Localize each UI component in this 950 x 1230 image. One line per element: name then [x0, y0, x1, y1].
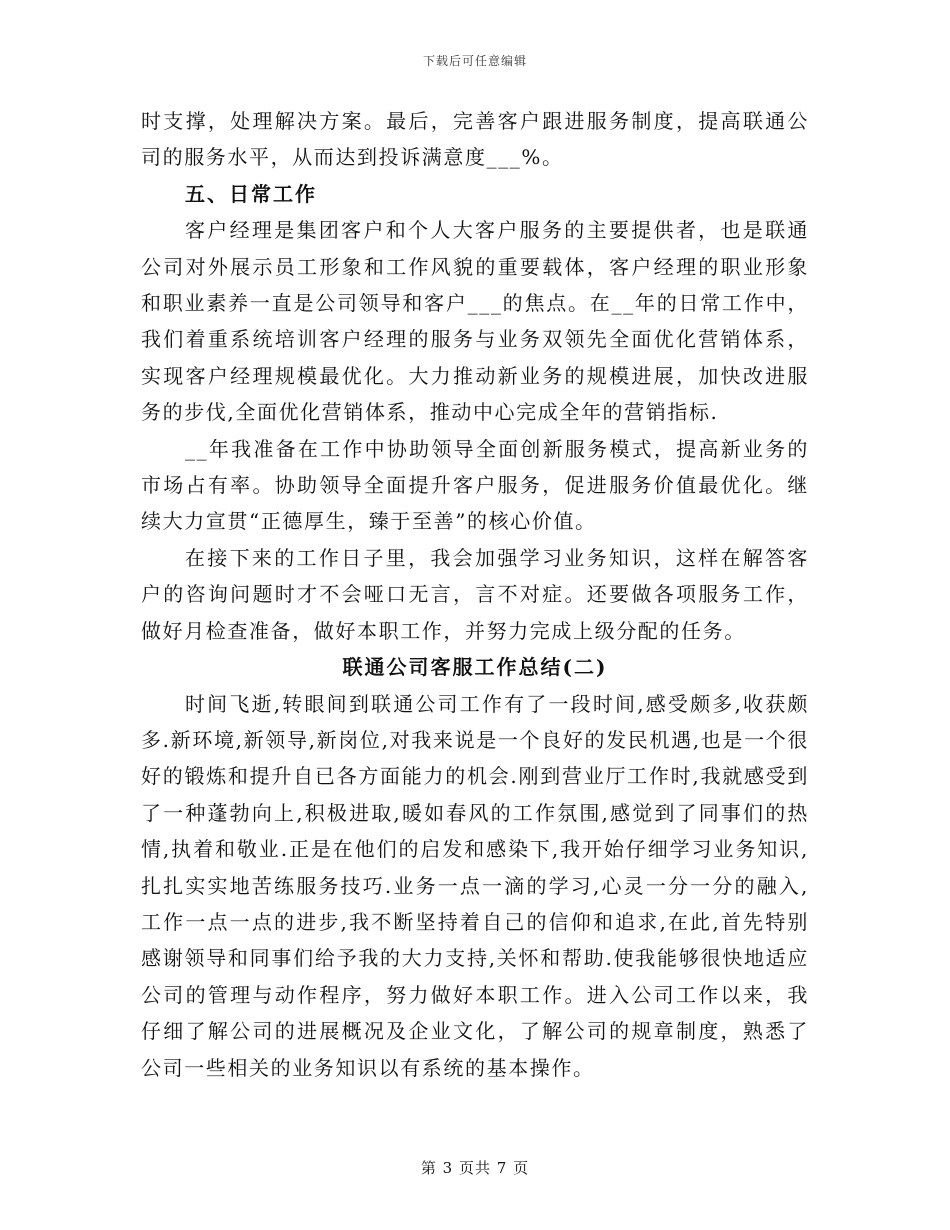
document-section-title: 联通公司客服工作总结(二) — [342, 655, 608, 680]
paragraph-plan: __年我准备在工作中协助领导全面创新服务模式，提高新业务的市场占有率。协助领导全面提升客户服务，促进服务价值最优化。继续大力宣贯“正德厚生，臻于至善”的核心价值。 — [141, 436, 809, 534]
document-body — [141, 103, 809, 1086]
paragraph-summary: 时间飞逝,转眼间到联通公司工作有了一段时间,感受颇多,收获颇多.新环境,新领导,新岗位,对我来说是一个良好的发民机遇,也是一个很好的锻炼和提升自已各方面能力的机会.刚到营业厅工作时,我就感受到了一种蓬勃向上,积极进取,暖如春风的工作氛围,感觉到了同事们的热情,执着和敬业.正是在他们的启发和感染下,我开始仔细学习业务知识,扎扎实实地苦练服务技巧.业务一点一滴的学习,心灵一分一分的融入,工作一点一点的进步,我不断坚持着自己的信仰和追求,在此,首先特别感谢领导和同事们给予我的大力支持,关怀和帮助.使我能够很快地适应公司的管理与动作程序，努力做好本职工作。进入公司工作以来，我仔细了解公司的进展概况及企业文化，了解公司的规章制度，熟悉了公司一些相关的业务知识以有系统的基本操作。 — [141, 691, 809, 1080]
paragraph-future-work: 在接下来的工作日子里，我会加强学习业务知识，这样在解答客户的咨询问题时才不会哑口无言，言不对症。还要做各项服务工作，做好月检查准备，做好本职工作，并努力完成上级分配的任务。 — [141, 545, 809, 643]
page-header: 下载后可任意编辑 — [422, 54, 527, 68]
paragraph-continued: 时支撑，处理解决方案。最后，完善客户跟进服务制度，提高联通公司的服务水平，从而达到投诉满意度___%。 — [141, 109, 809, 170]
paragraph-client-manager: 客户经理是集团客户和个人大客户服务的主要提供者，也是联通公司对外展示员工形象和工作风貌的重要载体，客户经理的职业形象和职业素养一直是公司领导和客户___的焦点。在__年的日常工作中，我们着重系统培训客户经理的服务与业务双领先全面优化营销体系，实现客户经理规模最优化。大力推动新业务的规模进展，加快改进服务的步伐,全面优化营销体系，推动中心完成全年的营销指标. — [141, 218, 809, 425]
page-footer: 第 3 页共 7 页 — [420, 1159, 530, 1177]
section-heading-daily-work: 五、日常工作 — [185, 181, 317, 206]
